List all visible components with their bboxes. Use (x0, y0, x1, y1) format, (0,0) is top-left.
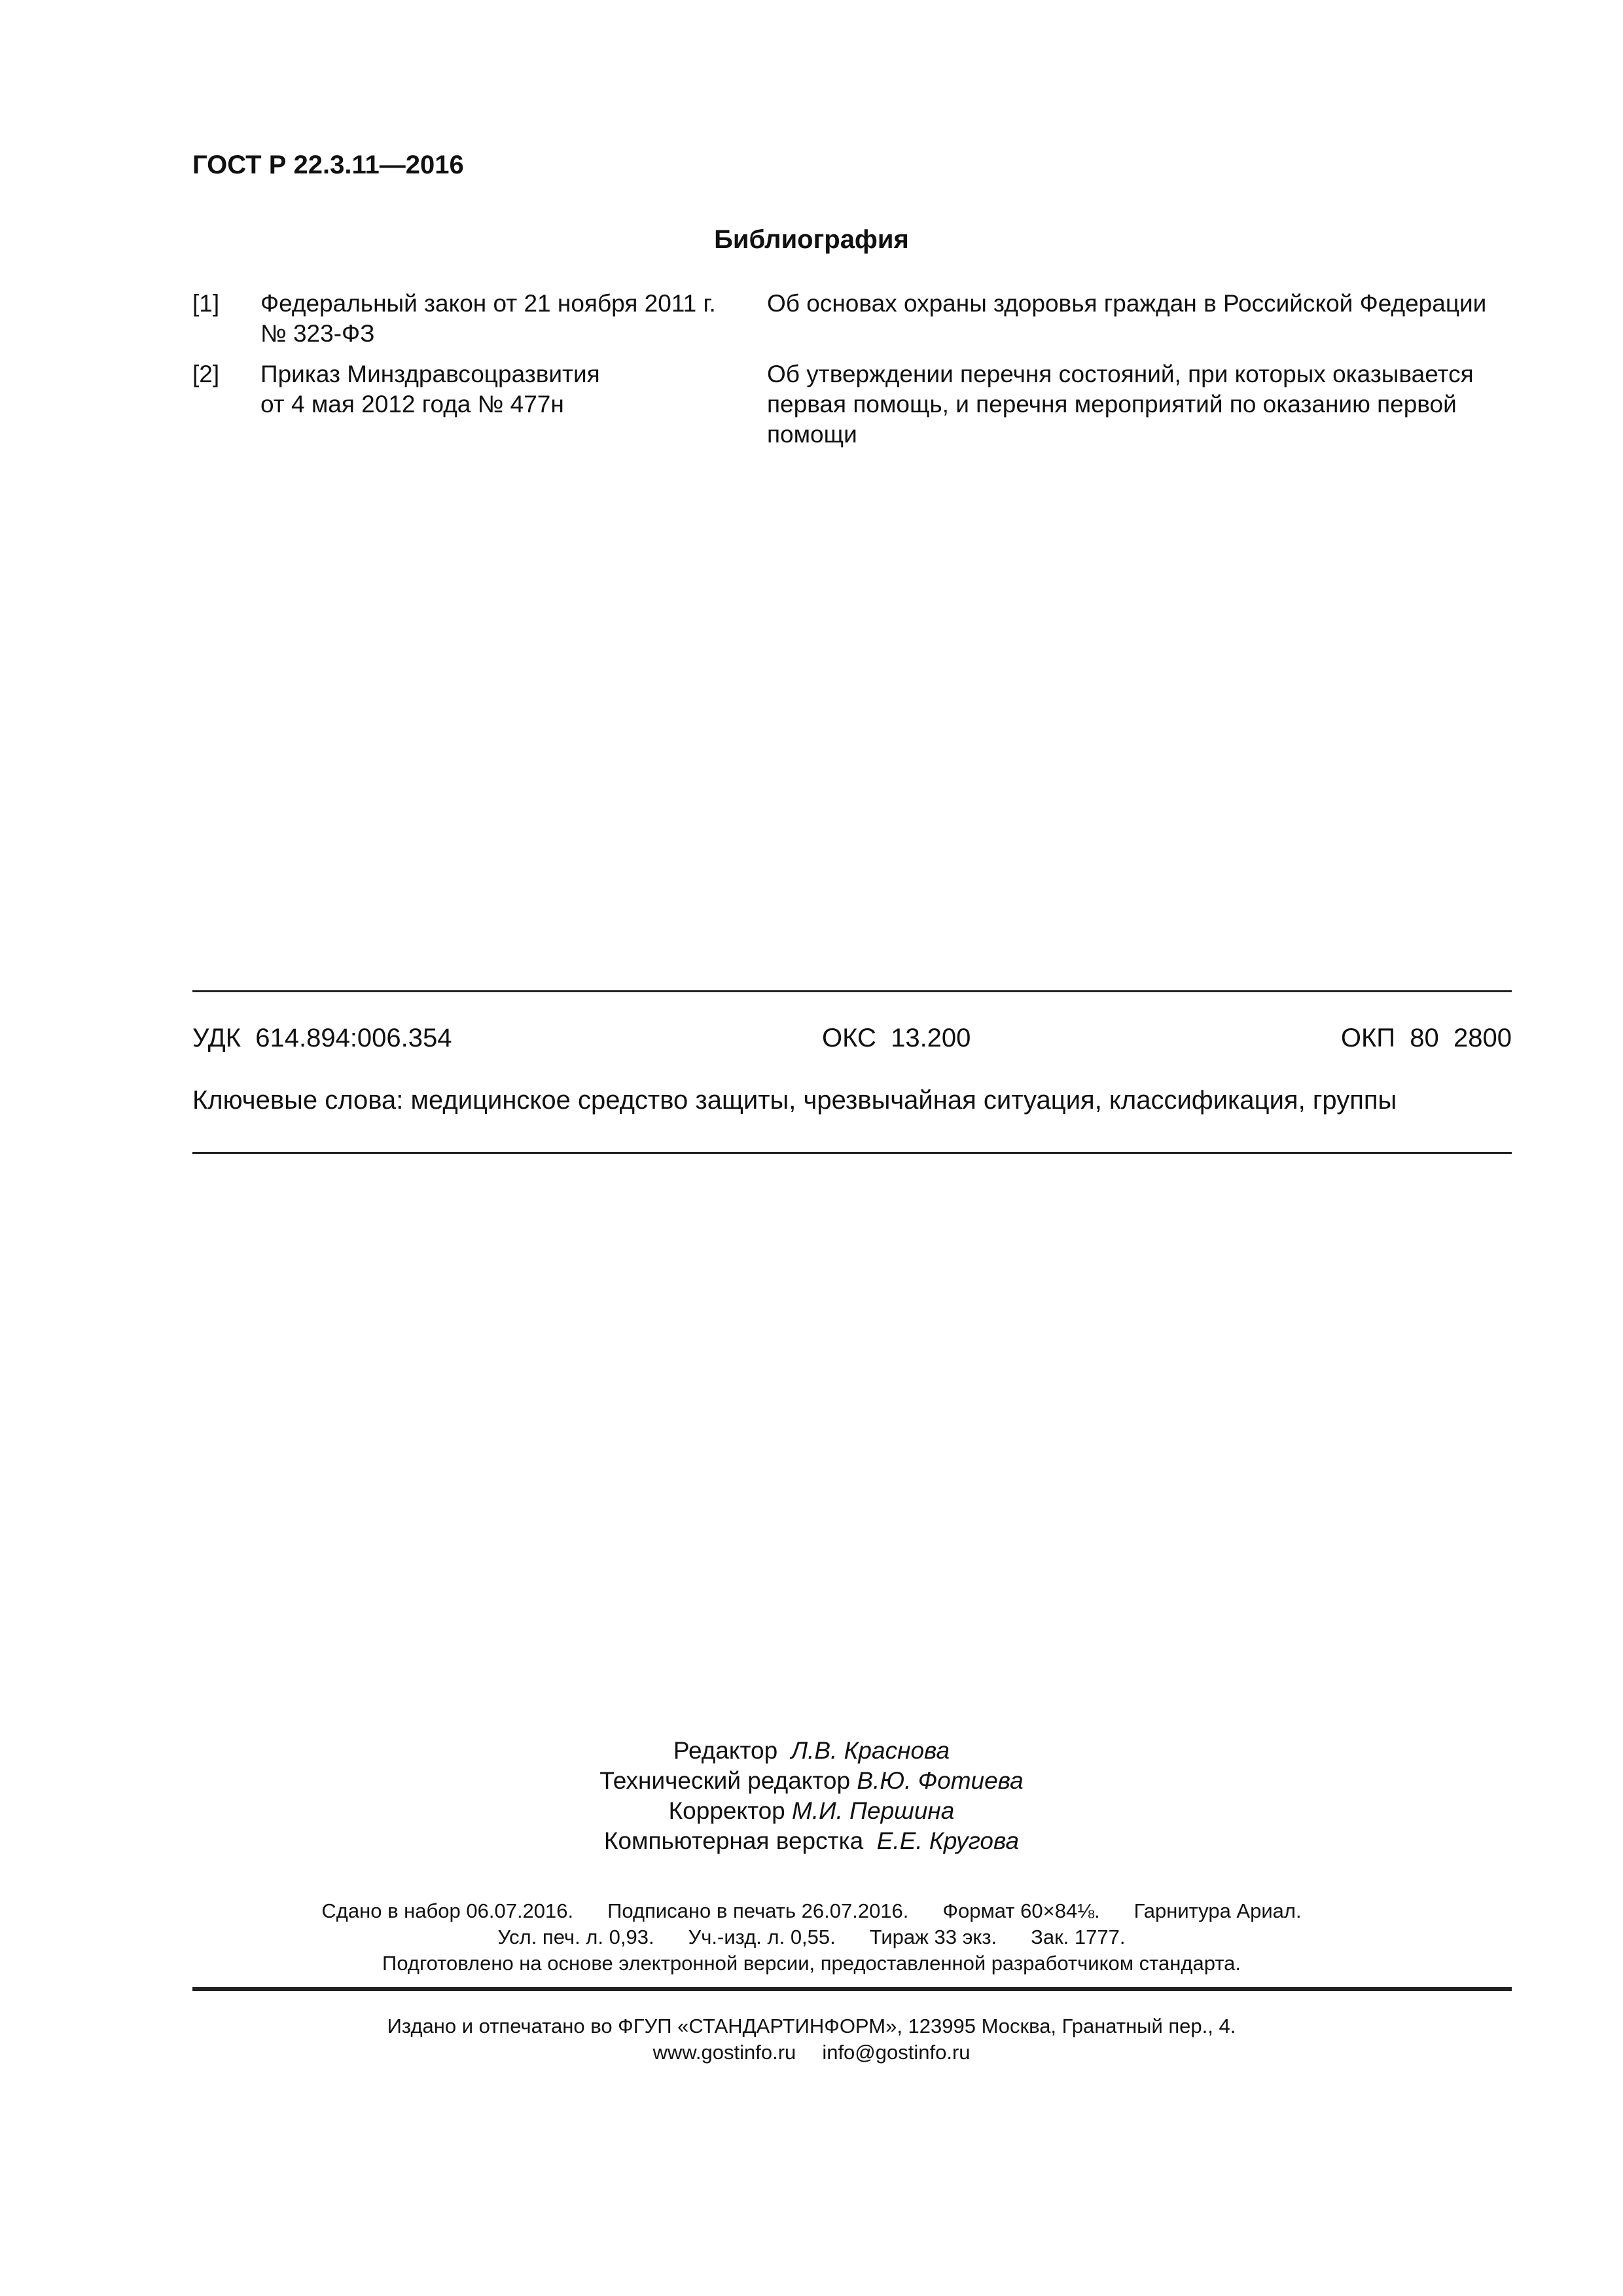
imprint-rule (192, 1987, 1512, 1991)
bibliography-entry-2-number: [2] (192, 361, 220, 387)
description-line: Об основах охраны здоровья граждан в Российской Федерации (767, 290, 1487, 317)
imprint-format: Формат 60×84⅛. (942, 1899, 1100, 1922)
credit-name: М.И. Першина (792, 1797, 955, 1824)
imprint-typeset-date: Сдано в набор 06.07.2016. (321, 1899, 574, 1922)
imprint-line-1 (0, 1898, 1623, 1924)
credit-name: Л.В. Краснова (791, 1737, 950, 1764)
oks-code: ОКС 13.200 (822, 1024, 971, 1052)
document-code: ГОСТ Р 22.3.11—2016 (192, 151, 464, 179)
credit-technical-editor (0, 1766, 1623, 1796)
classification-top-rule (192, 990, 1512, 992)
okp-code: ОКП 80 2800 (1340, 1024, 1512, 1052)
classification-row (192, 1021, 1512, 1055)
bibliography-entry-1-number: [1] (192, 290, 220, 317)
source-line: от 4 мая 2012 года № 477н (260, 391, 564, 418)
credit-editor (0, 1736, 1623, 1766)
bibliography-entry-1-source (260, 289, 741, 349)
credit-proofreader (0, 1796, 1623, 1826)
credit-name: Е.Е. Кругова (876, 1827, 1020, 1854)
bibliography-entry-1-description (767, 289, 1512, 319)
imprint-line-3: Подготовлено на основе электронной версии, предоставленной разработчиком стандарта. (382, 1952, 1241, 1975)
udk-code: УДК 614.894:006.354 (192, 1024, 452, 1052)
imprint-print-date: Подписано в печать 26.07.2016. (607, 1899, 909, 1922)
publisher-email: info@gostinfo.ru (822, 2041, 971, 2064)
editorial-credits (0, 1736, 1623, 1856)
imprint-order: Зак. 1777. (1031, 1926, 1126, 1948)
imprint-typeface: Гарнитура Ариал. (1133, 1899, 1302, 1922)
credit-name: В.Ю. Фотиева (857, 1767, 1024, 1794)
publisher-address: Издано и отпечатано во ФГУП «СТАНДАРТИНФОРМ», 123995 Москва, Гранатный пер., 4. (387, 2015, 1236, 2037)
bibliography-entry-2-description (767, 359, 1512, 450)
imprint-circulation: Тираж 33 экз. (869, 1926, 997, 1948)
imprint-print-sheets: Усл. печ. л. 0,93. (497, 1926, 654, 1948)
imprint-publisher-sheets: Уч.-изд. л. 0,55. (688, 1926, 836, 1948)
publisher-block (0, 2013, 1623, 2066)
credit-role: Редактор (673, 1737, 778, 1764)
imprint-block (0, 1898, 1623, 1977)
imprint-line-2 (0, 1924, 1623, 1950)
credit-role: Корректор (668, 1797, 785, 1824)
description-line: помощи (767, 421, 857, 448)
keywords-line: Ключевые слова: медицинское средство защиты, чрезвычайная ситуация, классификация, группы (192, 1086, 1397, 1115)
source-line: Федеральный закон от 21 ноября 2011 г. (260, 290, 716, 317)
publisher-contacts (0, 2039, 1623, 2066)
bibliography-title: Библиография (714, 225, 909, 254)
credit-role: Технический редактор (599, 1767, 851, 1794)
credit-role: Компьютерная верстка (603, 1827, 864, 1854)
classification-bottom-rule (192, 1152, 1512, 1154)
description-line: Об утверждении перечня состояний, при которых оказывается (767, 361, 1474, 387)
credit-layout (0, 1826, 1623, 1856)
bibliography-entry-2-source (260, 359, 741, 420)
source-line: № 323-ФЗ (260, 320, 375, 347)
source-line: Приказ Минздравсоцразвития (260, 361, 600, 387)
publisher-website: www.gostinfo.ru (652, 2041, 796, 2064)
description-line: первая помощь, и перечня мероприятий по оказанию первой (767, 391, 1457, 418)
